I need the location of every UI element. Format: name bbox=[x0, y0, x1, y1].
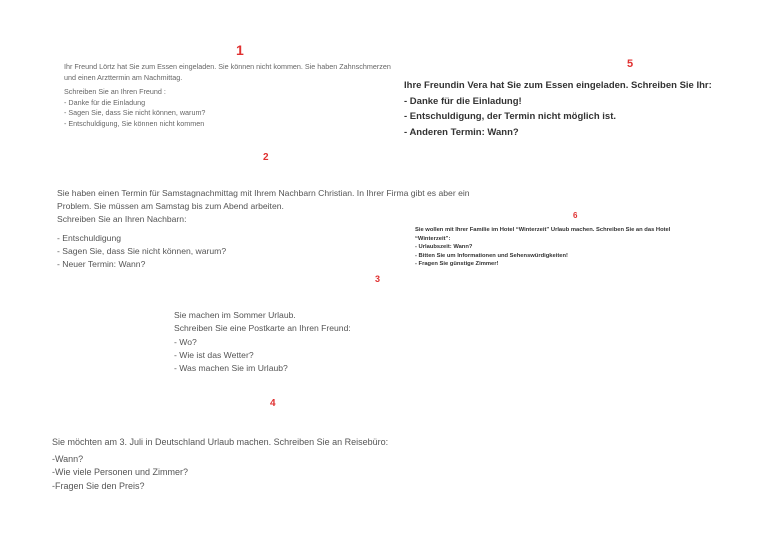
task-3-text bbox=[174, 309, 394, 375]
task-5-intro: Ihre Freundin Vera hat Sie zum Essen eingeladen. Schreiben Sie Ihr: bbox=[404, 80, 712, 91]
bullet-item: - Urlaubszeit: Wann? bbox=[415, 244, 473, 251]
bullet-item: - Anderen Termin: Wann? bbox=[404, 126, 519, 138]
task-1-instruction: Schreiben Sie an Ihren Freund : bbox=[64, 87, 166, 96]
task-3-line: Schreiben Sie eine Postkarte an Ihren Freund: bbox=[174, 323, 351, 334]
bullet-item: - Danke für die Einladung bbox=[64, 97, 146, 107]
task-2-bullets bbox=[57, 232, 477, 272]
task-2-intro: Sie haben einen Termin für Samstagnachmittag mit Ihrem Nachbarn Christian. In Ihrer Firma gibt es aber ein Problem. Sie müssen am Samstag bis zum Abend arbeiten. bbox=[57, 188, 470, 212]
task-6-bullets bbox=[415, 243, 735, 269]
bullet-item: -Wann? bbox=[52, 454, 84, 465]
task-3-line: Sie machen im Sommer Urlaub. bbox=[174, 310, 296, 320]
task-number-1: 1 bbox=[236, 42, 244, 58]
bullet-item: - Bitten Sie um Informationen und Sehenswürdigkeiten! bbox=[415, 252, 568, 259]
task-1-text bbox=[64, 62, 394, 129]
bullet-item: - Entschuldigung, Sie können nicht kommen bbox=[64, 118, 205, 128]
task-1-bullets bbox=[64, 98, 394, 130]
task-1-intro: Ihr Freund Lörtz hat Sie zum Essen eingeladen. Sie können nicht kommen. Sie haben Zahnschmerzen und einen Arzttermin am Nachmittag. bbox=[64, 62, 391, 82]
bullet-item: - Fragen Sie günstige Zimmer! bbox=[415, 261, 499, 268]
task-6-hotel: “Winterzeit”: bbox=[415, 235, 451, 242]
task-6-text bbox=[415, 226, 735, 269]
bullet-item: - Entschuldigung, der Termin nicht möglich ist. bbox=[404, 111, 616, 122]
task-2-text bbox=[57, 187, 477, 271]
task-2-instruction: Schreiben Sie an Ihren Nachbarn: bbox=[57, 214, 187, 225]
task-6-intro: Sie wollen mit Ihrer Familie im Hotel “Winterzeit” Urlaub machen. Schreiben Sie an das Hotel bbox=[415, 227, 671, 233]
task-number-6: 6 bbox=[573, 211, 578, 220]
bullet-item: -Wie viele Personen und Zimmer? bbox=[52, 467, 189, 478]
task-4-text bbox=[52, 436, 442, 493]
task-4-intro: Sie möchten am 3. Juli in Deutschland Urlaub machen. Schreiben Sie an Reisebüro: bbox=[52, 437, 389, 447]
bullet-item: -Fragen Sie den Preis? bbox=[52, 480, 145, 491]
bullet-item: - Danke für die Einladung! bbox=[404, 95, 522, 107]
task-number-2: 2 bbox=[263, 152, 269, 163]
task-3-line: - Was machen Sie im Urlaub? bbox=[174, 363, 288, 374]
task-3-line: - Wo? bbox=[174, 336, 197, 347]
task-number-4: 4 bbox=[270, 398, 276, 409]
task-5-text bbox=[404, 78, 749, 140]
task-4-bullets bbox=[52, 453, 442, 493]
bullet-item: - Sagen Sie, dass Sie nicht können, warum? bbox=[57, 245, 227, 256]
bullet-item: - Neuer Termin: Wann? bbox=[57, 259, 146, 270]
task-number-5: 5 bbox=[627, 58, 634, 70]
bullet-item: - Sagen Sie, dass Sie nicht können, warum? bbox=[64, 108, 206, 117]
bullet-item: - Entschuldigung bbox=[57, 232, 122, 243]
task-3-line: - Wie ist das Wetter? bbox=[174, 349, 254, 360]
task-5-bullets bbox=[404, 94, 749, 141]
task-number-3: 3 bbox=[375, 274, 381, 284]
